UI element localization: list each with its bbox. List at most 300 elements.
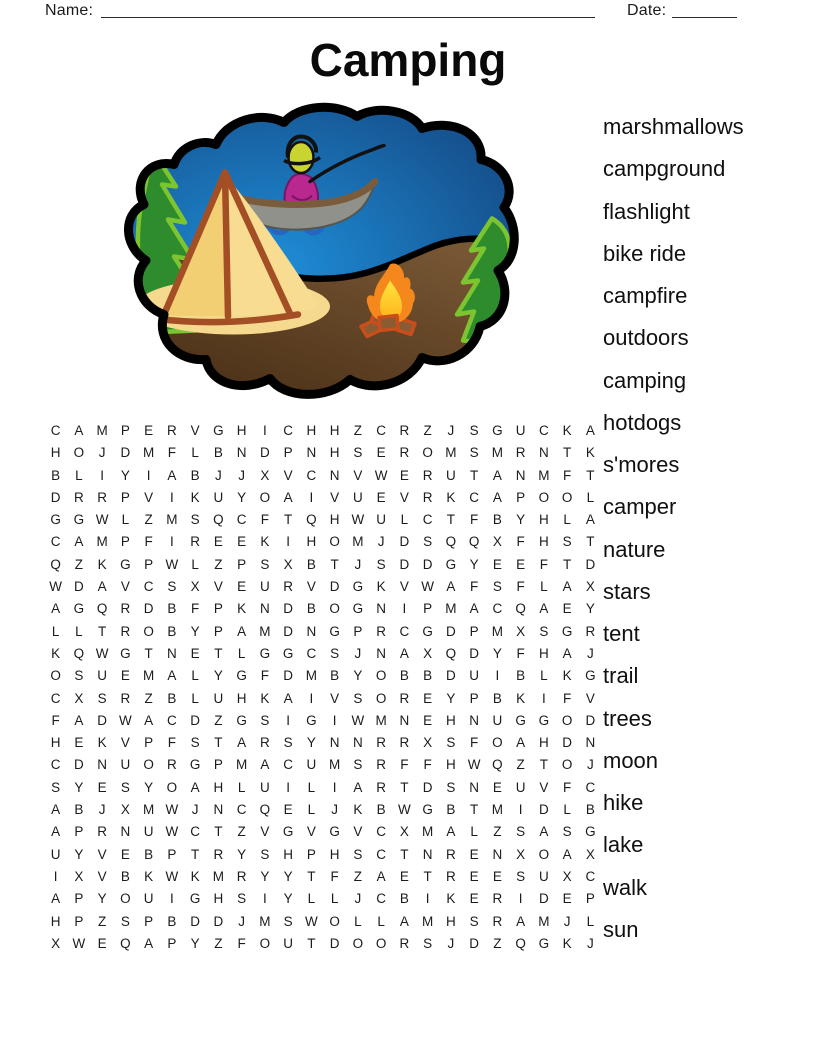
grid-letter: D xyxy=(446,668,456,684)
grid-letter: N xyxy=(469,712,479,728)
grid-letter: K xyxy=(260,534,270,550)
grid-letter: Z xyxy=(237,824,246,840)
grid-letter: Y xyxy=(190,623,200,639)
grid-letter: T xyxy=(144,645,153,661)
grid-letter: B xyxy=(376,802,386,818)
grid-letter: W xyxy=(467,757,481,773)
grid-letter: Y xyxy=(120,467,130,483)
grid-letter: J xyxy=(563,913,571,929)
grid-letter: D xyxy=(74,579,84,595)
grid-letter: L xyxy=(237,645,246,661)
grid-letter: J xyxy=(98,445,106,461)
grid-letter: I xyxy=(332,779,337,795)
grid-letter: M xyxy=(491,445,503,461)
grid-letter: M xyxy=(305,668,317,684)
grid-letter: M xyxy=(445,601,457,617)
grid-letter: P xyxy=(74,824,84,840)
grid-letter: H xyxy=(50,445,61,461)
grid-letter: N xyxy=(515,467,526,483)
word-list-item: lake xyxy=(603,832,644,858)
grid-letter: A xyxy=(74,712,84,728)
grid-letter: H xyxy=(539,534,549,550)
grid-letter: P xyxy=(585,891,595,907)
grid-letter: L xyxy=(307,779,316,795)
grid-letter: M xyxy=(329,757,341,773)
grid-letter: Z xyxy=(144,512,153,528)
grid-letter: F xyxy=(167,735,176,751)
grid-letter: V xyxy=(190,423,200,438)
grid-letter: X xyxy=(51,935,61,951)
grid-letter: T xyxy=(330,556,339,572)
grid-letter: O xyxy=(375,690,387,706)
grid-letter: I xyxy=(169,534,174,550)
grid-letter: R xyxy=(97,824,107,840)
grid-letter: Q xyxy=(50,556,61,572)
grid-letter: K xyxy=(446,891,456,907)
grid-letter: S xyxy=(260,556,270,572)
grid-letter: O xyxy=(375,668,387,684)
grid-letter: Y xyxy=(74,779,84,795)
grid-letter: B xyxy=(399,891,409,907)
grid-letter: F xyxy=(516,579,525,595)
grid-letter: B xyxy=(213,445,223,461)
grid-letter: W xyxy=(165,802,179,818)
grid-letter: L xyxy=(237,779,246,795)
grid-letter: K xyxy=(144,868,154,884)
grid-letter: I xyxy=(100,467,104,483)
grid-letter: T xyxy=(214,645,223,661)
grid-letter: A xyxy=(516,913,526,929)
grid-letter: J xyxy=(191,802,199,818)
grid-letter: K xyxy=(562,935,572,951)
grid-letter: G xyxy=(236,668,247,684)
grid-letter: K xyxy=(190,489,200,505)
grid-letter: T xyxy=(423,868,432,884)
grid-letter: S xyxy=(97,690,107,706)
grid-letter: S xyxy=(330,645,340,661)
grid-letter: P xyxy=(120,423,130,438)
grid-letter: U xyxy=(515,779,526,795)
grid-letter: M xyxy=(422,824,434,840)
grid-letter: G xyxy=(50,512,61,528)
grid-letter: C xyxy=(190,824,200,840)
grid-letter: C xyxy=(585,868,596,884)
grid-letter: M xyxy=(491,802,503,818)
grid-letter: Z xyxy=(493,824,502,840)
grid-letter: A xyxy=(51,824,61,840)
grid-letter: S xyxy=(353,757,363,773)
grid-letter: P xyxy=(237,556,247,572)
grid-letter: N xyxy=(469,779,479,795)
grid-letter: L xyxy=(470,824,478,840)
grid-letter: I xyxy=(518,802,523,818)
grid-row xyxy=(44,821,602,843)
grid-letter: B xyxy=(399,668,409,684)
grid-letter: P xyxy=(74,913,84,929)
grid-letter: Y xyxy=(446,690,456,706)
grid-letter: U xyxy=(97,668,107,684)
grid-letter: P xyxy=(167,846,177,862)
grid-letter: Q xyxy=(445,534,457,550)
grid-letter: G xyxy=(538,935,550,951)
grid-letter: G xyxy=(189,757,201,773)
grid-letter: F xyxy=(539,556,548,572)
grid-letter: X xyxy=(74,690,84,706)
grid-letter: K xyxy=(516,690,526,706)
grid-letter: L xyxy=(307,891,316,907)
grid-letter: S xyxy=(260,712,270,728)
grid-letter: R xyxy=(376,779,386,795)
grid-letter: M xyxy=(491,623,503,639)
grid-letter: I xyxy=(286,779,290,795)
grid-letter: Q xyxy=(445,645,457,661)
grid-letter: L xyxy=(191,556,199,572)
grid-letter: W xyxy=(165,824,179,840)
grid-letter: Q xyxy=(515,601,526,617)
grid-letter: Q xyxy=(492,757,503,773)
grid-letter: V xyxy=(399,579,409,595)
grid-letter: G xyxy=(120,645,131,661)
grid-letter: U xyxy=(492,712,503,728)
grid-letter: P xyxy=(213,757,223,773)
grid-letter: E xyxy=(423,690,433,706)
word-list-item: camper xyxy=(603,494,677,520)
grid-letter: R xyxy=(167,423,177,438)
grid-letter: N xyxy=(399,712,410,728)
grid-letter: P xyxy=(283,445,293,461)
grid-letter: N xyxy=(306,445,317,461)
grid-letter: Y xyxy=(585,601,595,617)
grid-letter: B xyxy=(167,690,177,706)
date-input-line[interactable] xyxy=(672,4,737,18)
grid-letter: D xyxy=(585,556,596,572)
grid-letter: C xyxy=(167,712,177,728)
grid-letter: D xyxy=(469,935,479,951)
grid-letter: U xyxy=(353,489,363,505)
grid-letter: M xyxy=(96,423,108,438)
grid-letter: B xyxy=(167,913,177,929)
grid-letter: K xyxy=(353,802,363,818)
grid-letter: M xyxy=(422,913,434,929)
grid-letter: M xyxy=(538,913,550,929)
grid-letter: Q xyxy=(96,601,108,617)
grid-letter: N xyxy=(236,445,247,461)
grid-letter: T xyxy=(214,824,223,840)
grid-letter: F xyxy=(563,779,572,795)
grid-letter: C xyxy=(283,423,293,438)
grid-letter: D xyxy=(190,712,200,728)
grid-letter: R xyxy=(399,735,410,751)
grid-letter: P xyxy=(167,935,177,951)
grid-letter: A xyxy=(283,489,293,505)
grid-letter: I xyxy=(495,668,500,684)
grid-letter: A xyxy=(74,423,84,438)
word-list-item: walk xyxy=(603,874,648,900)
grid-letter: S xyxy=(469,445,479,461)
word-list-item: hotdogs xyxy=(603,409,682,435)
grid-letter: W xyxy=(351,512,365,528)
grid-letter: L xyxy=(330,891,339,907)
grid-letter: M xyxy=(166,512,178,528)
grid-letter: O xyxy=(561,489,573,505)
grid-letter: L xyxy=(586,913,595,929)
word-list-item: nature xyxy=(603,536,666,562)
grid-letter: J xyxy=(587,757,594,773)
grid-letter: O xyxy=(561,757,573,773)
grid-letter: F xyxy=(470,735,479,751)
grid-letter: K xyxy=(97,735,107,751)
grid-row xyxy=(44,688,602,710)
grid-letter: V xyxy=(120,735,130,751)
grid-letter: J xyxy=(447,935,455,951)
grid-letter: P xyxy=(516,489,526,505)
grid-letter: U xyxy=(50,846,61,862)
grid-letter: D xyxy=(469,645,479,661)
grid-row xyxy=(44,754,602,776)
grid-letter: Y xyxy=(144,779,154,795)
grid-letter: J xyxy=(354,891,362,907)
grid-letter: U xyxy=(469,668,479,684)
grid-row xyxy=(44,777,602,799)
grid-letter: D xyxy=(399,556,410,572)
grid-letter: M xyxy=(96,534,108,550)
word-list-item: outdoors xyxy=(603,325,689,351)
grid-letter: I xyxy=(286,534,290,550)
grid-letter: H xyxy=(539,645,549,661)
word-list-item: s'mores xyxy=(603,452,680,478)
grid-letter: L xyxy=(563,802,571,818)
grid-letter: S xyxy=(283,913,293,929)
grid-letter: R xyxy=(260,735,270,751)
grid-letter: S xyxy=(446,735,456,751)
grid-letter: X xyxy=(562,868,572,884)
grid-letter: T xyxy=(307,935,316,951)
grid-letter: W xyxy=(72,935,86,951)
grid-letter: E xyxy=(283,802,293,818)
grid-letter: G xyxy=(282,824,294,840)
grid-letter: C xyxy=(236,802,247,818)
grid-letter: V xyxy=(97,846,107,862)
grid-letter: V xyxy=(120,579,130,595)
grid-letter: Y xyxy=(74,846,84,862)
grid-letter: F xyxy=(191,601,200,617)
grid-letter: T xyxy=(284,512,293,528)
grid-letter: E xyxy=(423,712,433,728)
grid-letter: N xyxy=(422,846,433,862)
grid-letter: P xyxy=(353,623,363,639)
grid-letter: M xyxy=(352,534,364,550)
grid-row xyxy=(44,531,602,553)
grid-row xyxy=(44,442,602,464)
grid-letter: N xyxy=(329,735,340,751)
grid-letter: A xyxy=(144,712,154,728)
grid-letter: F xyxy=(167,445,176,461)
grid-letter: P xyxy=(213,601,223,617)
word-list-item: stars xyxy=(603,578,651,604)
grid-letter: O xyxy=(375,935,387,951)
grid-letter: L xyxy=(586,489,595,505)
grid-letter: E xyxy=(376,489,386,505)
grid-letter: J xyxy=(238,913,245,929)
grid-letter: V xyxy=(144,489,154,505)
grid-letter: C xyxy=(399,623,410,639)
grid-letter: Q xyxy=(120,935,131,951)
grid-letter: A xyxy=(283,690,293,706)
grid-letter: C xyxy=(50,757,61,773)
grid-letter: N xyxy=(585,735,596,751)
grid-row xyxy=(44,844,602,866)
grid-letter: D xyxy=(97,712,107,728)
grid-letter: R xyxy=(446,846,456,862)
word-list-item: moon xyxy=(603,747,659,773)
grid-letter: Q xyxy=(468,534,480,550)
grid-letter: D xyxy=(260,445,270,461)
grid-letter: N xyxy=(353,735,363,751)
grid-letter: S xyxy=(516,824,526,840)
grid-letter: E xyxy=(120,846,130,862)
grid-letter: Z xyxy=(423,423,432,438)
grid-letter: E xyxy=(492,779,502,795)
grid-letter: B xyxy=(74,802,84,818)
grid-letter: U xyxy=(539,868,549,884)
grid-letter: D xyxy=(422,556,433,572)
grid-letter: V xyxy=(399,489,409,505)
grid-row xyxy=(44,888,602,910)
grid-letter: P xyxy=(144,913,154,929)
grid-letter: T xyxy=(586,534,595,550)
grid-letter: G xyxy=(585,824,596,840)
grid-letter: V xyxy=(353,824,363,840)
grid-letter: A xyxy=(562,645,572,661)
grid-letter: S xyxy=(120,913,130,929)
grid-letter: M xyxy=(143,445,155,461)
grid-letter: N xyxy=(260,601,270,617)
grid-letter: M xyxy=(212,868,224,884)
word-list xyxy=(603,106,744,951)
grid-letter: R xyxy=(492,913,503,929)
grid-letter: C xyxy=(539,423,549,438)
grid-letter: C xyxy=(376,824,386,840)
grid-letter: D xyxy=(329,935,340,951)
grid-letter: A xyxy=(399,913,409,929)
grid-letter: A xyxy=(51,601,61,617)
grid-letter: A xyxy=(492,467,502,483)
grid-letter: K xyxy=(260,690,270,706)
grid-letter: R xyxy=(236,868,247,884)
grid-letter: S xyxy=(469,423,479,438)
grid-row xyxy=(44,665,602,687)
grid-row xyxy=(44,420,602,442)
name-input-line[interactable] xyxy=(101,4,595,18)
grid-letter: X xyxy=(283,556,293,572)
grid-letter: C xyxy=(50,534,61,550)
grid-letter: Q xyxy=(73,645,85,661)
grid-letter: E xyxy=(97,935,107,951)
grid-letter: M xyxy=(259,623,271,639)
grid-letter: O xyxy=(538,846,550,862)
word-list-item: trail xyxy=(603,663,639,689)
grid-letter: G xyxy=(515,712,526,728)
grid-letter: G xyxy=(329,824,340,840)
grid-letter: N xyxy=(539,445,549,461)
grid-letter: Y xyxy=(516,512,526,528)
grid-letter: Y xyxy=(97,891,107,907)
grid-letter: A xyxy=(74,534,84,550)
grid-letter: J xyxy=(354,645,362,661)
grid-letter: H xyxy=(329,846,340,862)
grid-letter: L xyxy=(377,913,385,929)
grid-letter: G xyxy=(282,645,294,661)
grid-letter: V xyxy=(97,868,107,884)
grid-letter: L xyxy=(191,690,199,706)
grid-letter: R xyxy=(492,891,503,907)
grid-letter: B xyxy=(144,846,154,862)
grid-letter: J xyxy=(377,534,385,550)
grid-letter: R xyxy=(422,467,433,483)
grid-letter: R xyxy=(167,757,177,773)
grid-letter: O xyxy=(166,779,178,795)
grid-letter: X xyxy=(492,534,502,550)
grid-letter: B xyxy=(167,601,177,617)
grid-letter: W xyxy=(165,868,179,884)
grid-letter: O xyxy=(143,623,154,639)
grid-letter: O xyxy=(538,489,550,505)
grid-letter: D xyxy=(585,712,596,728)
grid-letter: U xyxy=(515,423,526,438)
grid-letter: X xyxy=(423,735,433,751)
grid-letter: A xyxy=(492,489,502,505)
grid-letter: Y xyxy=(353,668,363,684)
grid-row xyxy=(44,866,602,888)
grid-letter: Z xyxy=(98,913,107,929)
grid-letter: D xyxy=(283,601,293,617)
grid-letter: H xyxy=(539,735,549,751)
grid-letter: F xyxy=(51,712,60,728)
grid-letter: U xyxy=(260,779,270,795)
grid-letter: T xyxy=(307,868,316,884)
grid-letter: S xyxy=(237,891,247,907)
grid-letter: G xyxy=(329,623,340,639)
grid-letter: G xyxy=(306,712,317,728)
grid-letter: B xyxy=(516,668,526,684)
grid-letter: O xyxy=(422,445,433,461)
grid-letter: B xyxy=(423,668,433,684)
grid-letter: Z xyxy=(214,935,223,951)
grid-letter: S xyxy=(423,534,433,550)
grid-letter: O xyxy=(50,668,61,684)
grid-letter: H xyxy=(329,423,340,438)
grid-letter: L xyxy=(307,802,316,818)
grid-letter: R xyxy=(399,690,410,706)
grid-letter: E xyxy=(376,445,386,461)
grid-letter: L xyxy=(75,623,83,639)
grid-letter: I xyxy=(309,489,314,505)
grid-letter: V xyxy=(306,579,316,595)
grid-letter: S xyxy=(376,556,386,572)
grid-letter: E xyxy=(74,735,84,751)
grid-letter: Y xyxy=(260,868,270,884)
grid-letter: K xyxy=(51,645,61,661)
grid-letter: A xyxy=(585,423,595,438)
grid-letter: G xyxy=(561,623,573,639)
grid-letter: H xyxy=(213,891,224,907)
grid-letter: Y xyxy=(283,891,293,907)
grid-letter: K xyxy=(376,579,386,595)
grid-letter: D xyxy=(120,445,131,461)
grid-letter: N xyxy=(306,623,317,639)
grid-letter: H xyxy=(236,690,247,706)
grid-letter: G xyxy=(445,556,457,572)
